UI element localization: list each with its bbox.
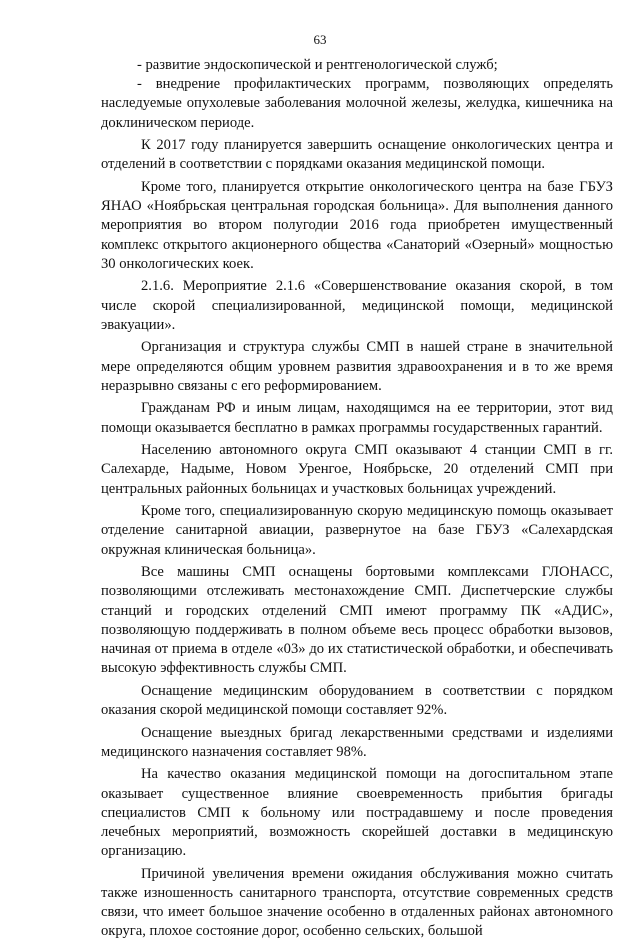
paragraph-prehospital-quality: На качество оказания медицинской помощи на догоспитальном этапе оказывает существенное влияние своевременность прибытия бригады специалистов СМП к больному или пострадавшему и после проведения лечебных мероприятий, возможность скорейшей доставки в медицинскую организацию. (101, 766, 613, 860)
paragraph-medicines: Оснащение выездных бригад лекарственными средствами и изделиями медицинского назначения составляет 98%. (101, 724, 613, 760)
paragraph-smp-organization: Организация и структура службы СМП в нашей стране в значительной мере определяются общим уровнем развития здравоохранения и в то же время неразрывно связаны с его реформированием. (101, 339, 613, 394)
paragraph-measure-2-1-6: 2.1.6. Мероприятие 2.1.6 «Совершенствование оказания скорой, в том числе скорой специализированной, медицинской помощи, медицинской эвакуации». (101, 278, 613, 333)
paragraph-bullet-prevention: - внедрение профилактических программ, позволяющих определять наследуемые опухолевые заболевания молочной железы, желудка, кишечника на доклиническом периоде. (101, 76, 613, 131)
paragraph-equipment: Оснащение медицинским оборудованием в соответствии с порядком оказания скорой медицинской помощи составляет 92%. (101, 682, 613, 719)
paragraph-bullet-endoscopy: - развитие эндоскопической и рентгенологической служб; (137, 57, 498, 73)
paragraph-glonass: Все машины СМП оснащены бортовыми комплексами ГЛОНАСС, позволяющими отслеживать местонахождение СМП. Диспетчерские службы станций и городских отделений СМП имеют программу ПК «АДИС», позволяющую поддерживать в полном объеме весь процесс обработки вызовов, начиная от приема в отделе «03» до их статистической обработки, и обеспечивать высокую эффективность службы СМП. (101, 564, 613, 677)
document-body (101, 56, 613, 945)
paragraph-waiting-time: Причиной увеличения времени ожидания обслуживания можно считать также изношенность санитарного транспорта, отсутствие современных средств связи, что имеет большое значение особенно в отдаленных районах автономного округа, плохое состояние дорог, особенно сельских, большой (101, 865, 613, 940)
paragraph-sanitary-aviation: Кроме того, специализированную скорую медицинскую помощь оказывает отделение санитарной авиации, развернутое на базе ГБУЗ «Салехардская окружная клиническая больница». (101, 503, 613, 558)
paragraph-citizens: Гражданам РФ и иным лицам, находящимся на ее территории, этот вид помощи оказывается бесплатно в рамках программы государственных гарантий. (101, 400, 613, 436)
paragraph-2017-plan: К 2017 году планируется завершить оснащение онкологических центра и отделений в соответствии с порядками оказания медицинской помощи. (101, 137, 613, 173)
paragraph-oncology-center: Кроме того, планируется открытие онкологического центра на базе ГБУЗ ЯНАО «Ноябрьская центральная городская больница». Для выполнения данного мероприятия во втором полугодии 2016 года приобретен имущественный комплекс открытого акционерного общества «Санаторий «Озерный» мощностью 30 онкологических коек. (101, 179, 613, 272)
page-number: 63 (313, 32, 327, 47)
paragraph-stations: Населению автономного округа СМП оказывают 4 станции СМП в гг. Салехарде, Надыме, Новом Уренгое, Ноябрьске, 20 отделений СМП при центральных районных больницах и участковых больницах учреждений. (101, 442, 613, 497)
